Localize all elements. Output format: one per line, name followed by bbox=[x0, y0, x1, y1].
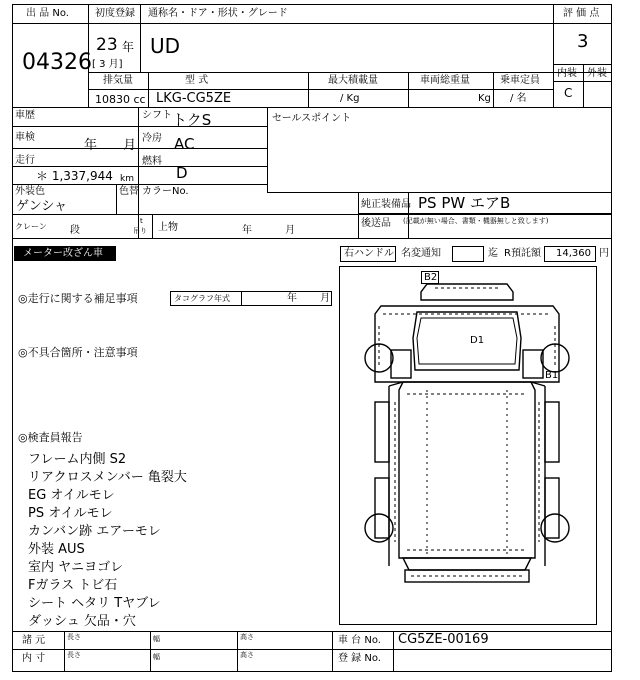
shift-value: トクS bbox=[172, 111, 212, 129]
name-change-box bbox=[452, 246, 484, 262]
divider bbox=[553, 4, 554, 107]
chassis-value: CG5ZE-00169 bbox=[398, 632, 489, 647]
max-load-label: 最大積載量 bbox=[328, 75, 378, 86]
aftermarket-note: (記載が無い場合、書類・機器無しと致します) bbox=[403, 217, 549, 225]
color-code-label: カラーNo. bbox=[142, 186, 189, 197]
fuel-label: 燃料 bbox=[142, 156, 162, 167]
divider bbox=[88, 72, 612, 73]
divider bbox=[493, 72, 494, 107]
recycle-unit: 円 bbox=[599, 248, 609, 259]
displacement-label: 排気量 bbox=[103, 75, 133, 86]
report-line: ダッシュ 欠品・穴 bbox=[28, 614, 136, 629]
divider bbox=[12, 184, 267, 185]
upper-value: 年 月 bbox=[242, 225, 296, 236]
divider bbox=[116, 184, 117, 214]
inspector-label: ◎検査員報告 bbox=[18, 431, 83, 444]
recycle-box bbox=[544, 246, 596, 262]
reg-year-unit: 年 bbox=[122, 40, 135, 54]
divider bbox=[267, 107, 268, 192]
reg-year: 23 bbox=[96, 35, 118, 55]
report-line: Fガラス トビ石 bbox=[28, 578, 118, 593]
score-value: 3 bbox=[577, 31, 589, 52]
divider bbox=[583, 64, 584, 107]
divider bbox=[12, 214, 612, 215]
damage-mark-d1: D1 bbox=[470, 335, 485, 346]
divider bbox=[12, 631, 612, 632]
report-line: 外装 AUS bbox=[28, 542, 85, 557]
mileage-value: ＊ 1,337,944 bbox=[36, 169, 113, 183]
shaken-value: 年 月 bbox=[84, 138, 137, 153]
divider bbox=[358, 192, 359, 238]
fuel-value: D bbox=[176, 164, 188, 182]
name-label: 通称名・ドア・形状・グレード bbox=[148, 8, 288, 19]
report-line: EG オイルモレ bbox=[28, 488, 115, 503]
divider bbox=[12, 107, 612, 108]
recycle-label: R預託額 bbox=[504, 248, 541, 259]
dims-label: 諸 元 bbox=[22, 635, 46, 646]
divider bbox=[12, 148, 267, 149]
mileage-unit: km bbox=[120, 174, 134, 184]
deposit-label: 迄 bbox=[488, 248, 498, 259]
dims-width: 幅 bbox=[153, 635, 160, 643]
tacho-label: タコグラフ年式 bbox=[174, 294, 230, 303]
capacity-unit: / 名 bbox=[510, 93, 527, 104]
registration-label: 登 録 No. bbox=[338, 653, 381, 664]
aftermarket-label: 後送品 bbox=[361, 218, 391, 229]
lot-number: 04326 bbox=[22, 50, 92, 75]
shift-label: シフト bbox=[142, 110, 172, 121]
interior-grade: C bbox=[564, 86, 573, 100]
crane-dan: 段 bbox=[70, 225, 80, 236]
ac-value: AC bbox=[174, 135, 195, 153]
report-line: フレーム内側 S2 bbox=[28, 452, 127, 467]
displacement-value: 10830 cc bbox=[95, 93, 146, 106]
divider bbox=[12, 649, 612, 650]
model-code-label: 型 式 bbox=[185, 75, 209, 86]
divider bbox=[408, 72, 409, 107]
defects-label: ◎不具合箇所・注意事項 bbox=[18, 346, 138, 359]
inner-length: 長さ bbox=[67, 651, 81, 659]
divider bbox=[358, 213, 612, 214]
report-line: 室内 ヤニヨゴレ bbox=[28, 560, 124, 575]
gross-weight-label: 車両総重量 bbox=[420, 75, 470, 86]
color-change-label: 色替 bbox=[119, 186, 139, 197]
divider bbox=[140, 4, 141, 73]
divider bbox=[12, 238, 612, 239]
upper-label: 上物 bbox=[158, 222, 178, 233]
right-handle-label: 右ハンドル bbox=[344, 248, 394, 259]
meter-tamper-badge bbox=[14, 246, 116, 261]
report-line: リアクロスメンバー 亀裂大 bbox=[28, 470, 187, 485]
divider bbox=[152, 214, 153, 238]
right-handle-box bbox=[340, 246, 396, 262]
gross-weight-unit: Kg bbox=[478, 93, 491, 104]
crane-t: t bbox=[140, 217, 143, 225]
truck-diagram bbox=[339, 266, 597, 625]
chassis-label: 車 台 No. bbox=[338, 635, 381, 646]
crane-tsuri: 吊り bbox=[133, 227, 147, 235]
report-line: カンバン跡 エアーモレ bbox=[28, 524, 161, 539]
meter-tamper-text: メーター改ざん車 bbox=[23, 248, 103, 259]
color-value: ゲンシャ bbox=[16, 199, 68, 214]
tacho-value: 年 月 bbox=[287, 293, 331, 304]
divider bbox=[393, 631, 394, 672]
crane-label: クレーン bbox=[15, 222, 47, 231]
inner-dims-label: 内 寸 bbox=[22, 653, 46, 664]
damage-mark-b1: B1 bbox=[545, 370, 559, 381]
report-line: シート ヘタリ Tヤブレ bbox=[28, 596, 161, 611]
inner-width: 幅 bbox=[153, 653, 160, 661]
driving-remarks-label: ◎走行に関する補足事項 bbox=[18, 292, 138, 305]
divider bbox=[237, 631, 238, 672]
sales-point-label: セールスポイント bbox=[272, 113, 352, 124]
model-name: UD bbox=[150, 34, 181, 58]
damage-mark-b2 bbox=[421, 271, 439, 284]
divider bbox=[150, 631, 151, 672]
reg-month: [ 3 月] bbox=[92, 59, 123, 70]
divider bbox=[308, 72, 309, 107]
mileage-label: 走行 bbox=[15, 155, 35, 166]
inspector-report bbox=[28, 448, 328, 628]
lot-label: 出 品 No. bbox=[26, 8, 69, 19]
inner-height: 高さ bbox=[240, 651, 254, 659]
exterior-label: 外装 bbox=[587, 68, 607, 79]
recycle-value: 14,360 bbox=[556, 248, 591, 259]
divider bbox=[267, 192, 612, 193]
mark-b2-text: B2 bbox=[424, 272, 438, 283]
score-label: 評 価 点 bbox=[563, 8, 600, 19]
ac-label: 冷房 bbox=[142, 133, 162, 144]
divider bbox=[12, 23, 612, 24]
divider bbox=[241, 292, 242, 305]
equipment-label: 純正装備品 bbox=[361, 199, 411, 210]
history-label: 車歴 bbox=[15, 110, 35, 121]
interior-label: 内装 bbox=[557, 68, 577, 79]
dims-height: 高さ bbox=[240, 633, 254, 641]
divider bbox=[148, 72, 149, 107]
tacho-box bbox=[170, 291, 332, 306]
capacity-label: 乗車定員 bbox=[500, 75, 540, 86]
reg-label: 初度登録 bbox=[95, 8, 135, 19]
color-label: 外装色 bbox=[15, 186, 45, 197]
divider bbox=[12, 166, 267, 167]
name-change-label: 名変通知 bbox=[401, 248, 441, 259]
divider bbox=[88, 89, 553, 90]
divider bbox=[64, 631, 65, 672]
divider bbox=[12, 126, 267, 127]
equipment-value: PS PW エアB bbox=[418, 194, 511, 212]
divider bbox=[332, 631, 333, 672]
shaken-label: 車検 bbox=[15, 132, 35, 143]
model-code: LKG-CG5ZE bbox=[156, 91, 232, 106]
report-line: PS オイルモレ bbox=[28, 506, 113, 521]
dims-length: 長さ bbox=[67, 633, 81, 641]
max-load-unit: / Kg bbox=[340, 93, 360, 104]
